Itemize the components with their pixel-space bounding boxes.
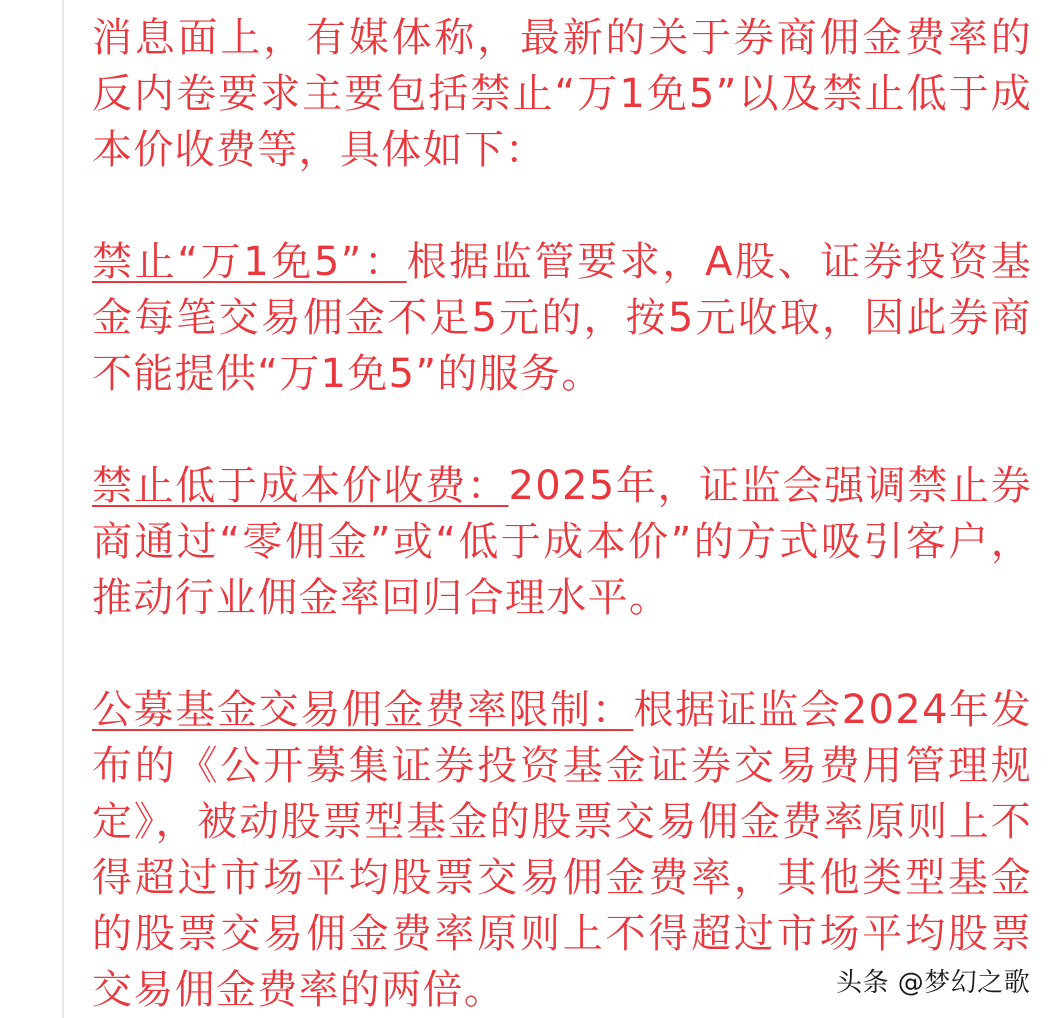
rule-body-below-cost: 2025年，证监会强调禁止券商通过“零佣金”或“低于成本价”的方式吸引客户，推动行业佣金率回归合理水平。 [92, 463, 1032, 621]
intro-paragraph: 消息面上，有媒体称，最新的关于券商佣金费率的反内卷要求主要包括禁止“万1免5”以及禁止低于成本价收费等，具体如下： [92, 15, 1032, 173]
rule-heading-below-cost: 禁止低于成本价收费： [92, 463, 509, 509]
paragraph-gap [92, 402, 1032, 458]
rule-heading-fund-fee-limit: 公募基金交易佣金费率限制： [92, 687, 634, 733]
article-body [92, 10, 1032, 1018]
rule-body-fund-fee-limit: 根据证监会2024年发布的《公开募集证券投资基金证券交易费用管理规定》，被动股票型基金的股票交易佣金费率原则上不得超过市场平均股票交易佣金费率，其他类型基金的股票交易佣金费率原则上不得超过市场平均股票交易佣金费率的两倍。 [92, 687, 1032, 1013]
source-watermark: 头条 @梦幻之歌 [836, 968, 1031, 998]
paragraph-gap [92, 178, 1032, 234]
rule-paragraph-wan1mian5 [92, 234, 1032, 402]
paragraph-gap [92, 626, 1032, 682]
left-margin-rule [62, 0, 64, 1018]
rule-paragraph-below-cost [92, 458, 1032, 626]
rule-heading-wan1mian5: 禁止“万1免5”： [92, 239, 407, 285]
rule-body-wan1mian5: 根据监管要求，A股、证券投资基金每笔交易佣金不足5元的，按5元收取，因此券商不能提供“万1免5”的服务。 [92, 239, 1032, 397]
